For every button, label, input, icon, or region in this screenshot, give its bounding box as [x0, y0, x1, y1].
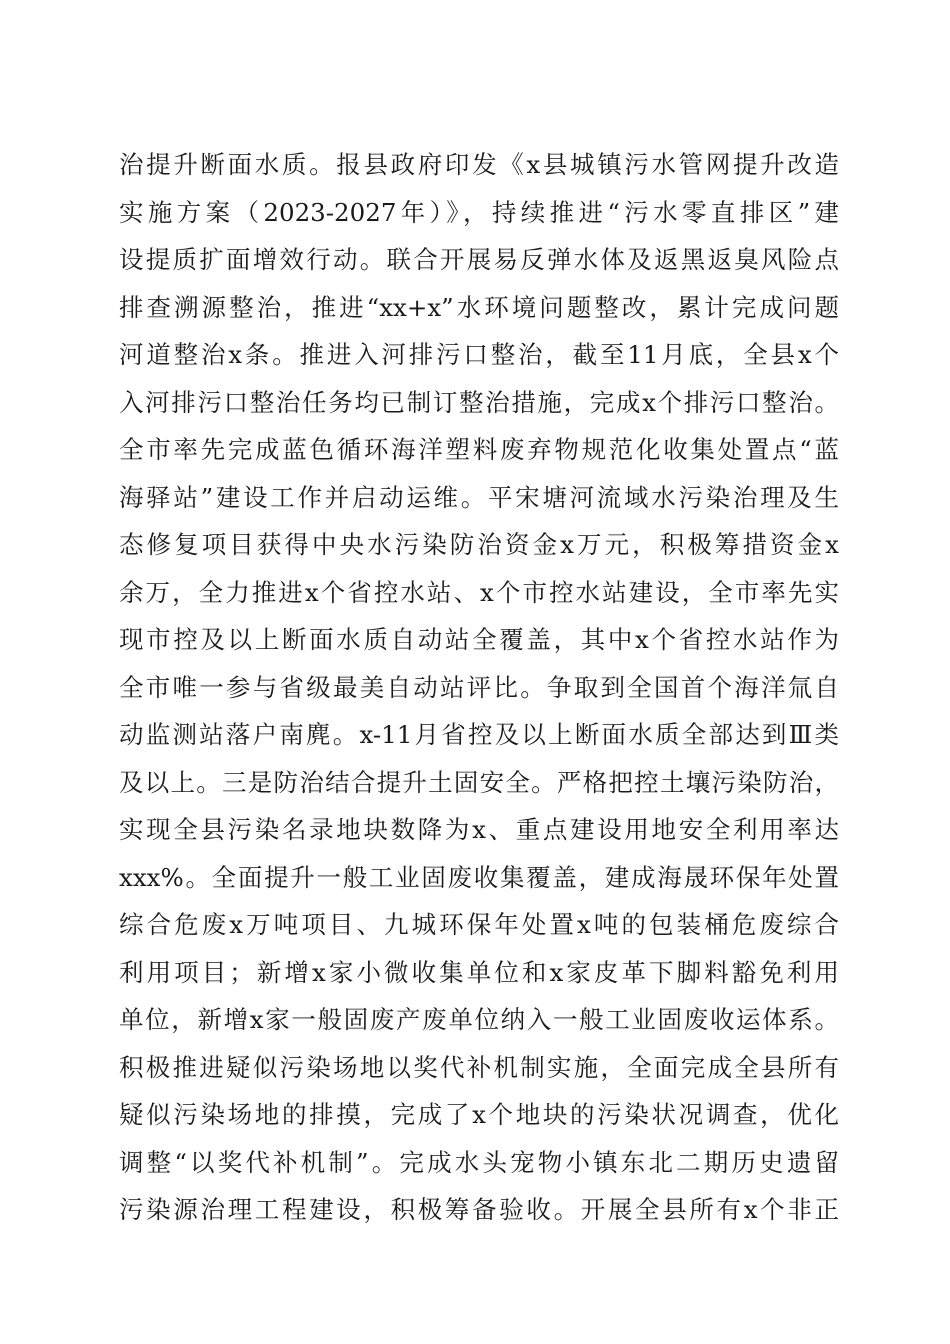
text-line: 综合危废x万吨项目、九城环保年处置x吨的包装桶危废综合 [119, 910, 839, 939]
text-line: 余万，全力推进x个省控水站、x个市控水站建设，全市率先实 [119, 577, 839, 607]
text-line: 积极推进疑似污染场地以奖代补机制实施，全面完成全县所有 [119, 1052, 839, 1082]
text-line: 实施方案（2023-2027年）》，持续推进“污水零直排区”建 [119, 197, 839, 227]
text-line: 河道整治x条。推进入河排污口整治，截至11月底，全县x个 [119, 340, 839, 369]
text-line: 调整“以奖代补机制”。完成水头宠物小镇东北二期历史遗留 [119, 1147, 839, 1177]
text-line: 设提质扩面增效行动。联合开展易反弹水体及返黑返臭风险点 [119, 245, 839, 274]
text-line: 排查溯源整治，推进“xx+x”水环境问题整改，累计完成问题 [119, 292, 839, 322]
text-line: xxx%。全面提升一般工业固废收集覆盖，建成海晟环保年处置 [119, 862, 839, 892]
text-line: 实现全县污染名录地块数降为x、重点建设用地安全利用率达 [119, 815, 839, 844]
text-line: 及以上。三是防治结合提升土固安全。严格把控土壤污染防治， [119, 767, 839, 797]
text-line: 全市唯一参与省级最美自动站评比。争取到全国首个海洋氚自 [119, 672, 839, 702]
text-line: 全市率先完成蓝色循环海洋塑料废弃物规范化收集处置点“蓝 [119, 435, 839, 464]
text-line: 海驿站”建设工作并启动运维。平宋塘河流域水污染治理及生 [119, 482, 839, 512]
text-line: 态修复项目获得中央水污染防治资金x万元，积极筹措资金x [119, 530, 839, 559]
text-line: 动监测站落户南麂。x-11月省控及以上断面水质全部达到Ⅲ类 [119, 720, 839, 749]
text-line: 污染源治理工程建设，积极筹备验收。开展全县所有x个非正 [119, 1195, 839, 1224]
text-line: 现市控及以上断面水质自动站全覆盖，其中x个省控水站作为 [119, 625, 839, 654]
body-paragraph [119, 141, 839, 1234]
text-line: 治提升断面水质。报县政府印发《x县城镇污水管网提升改造 [119, 150, 839, 179]
text-line: 单位，新增x家一般固废产废单位纳入一般工业固废收运体系。 [119, 1005, 839, 1034]
text-line: 疑似污染场地的排摸，完成了x个地块的污染状况调查，优化 [119, 1100, 839, 1129]
text-line: 入河排污口整治任务均已制订整治措施，完成x个排污口整治。 [119, 387, 839, 417]
text-line: 利用项目；新增x家小微收集单位和x家皮革下脚料豁免利用 [119, 957, 839, 987]
